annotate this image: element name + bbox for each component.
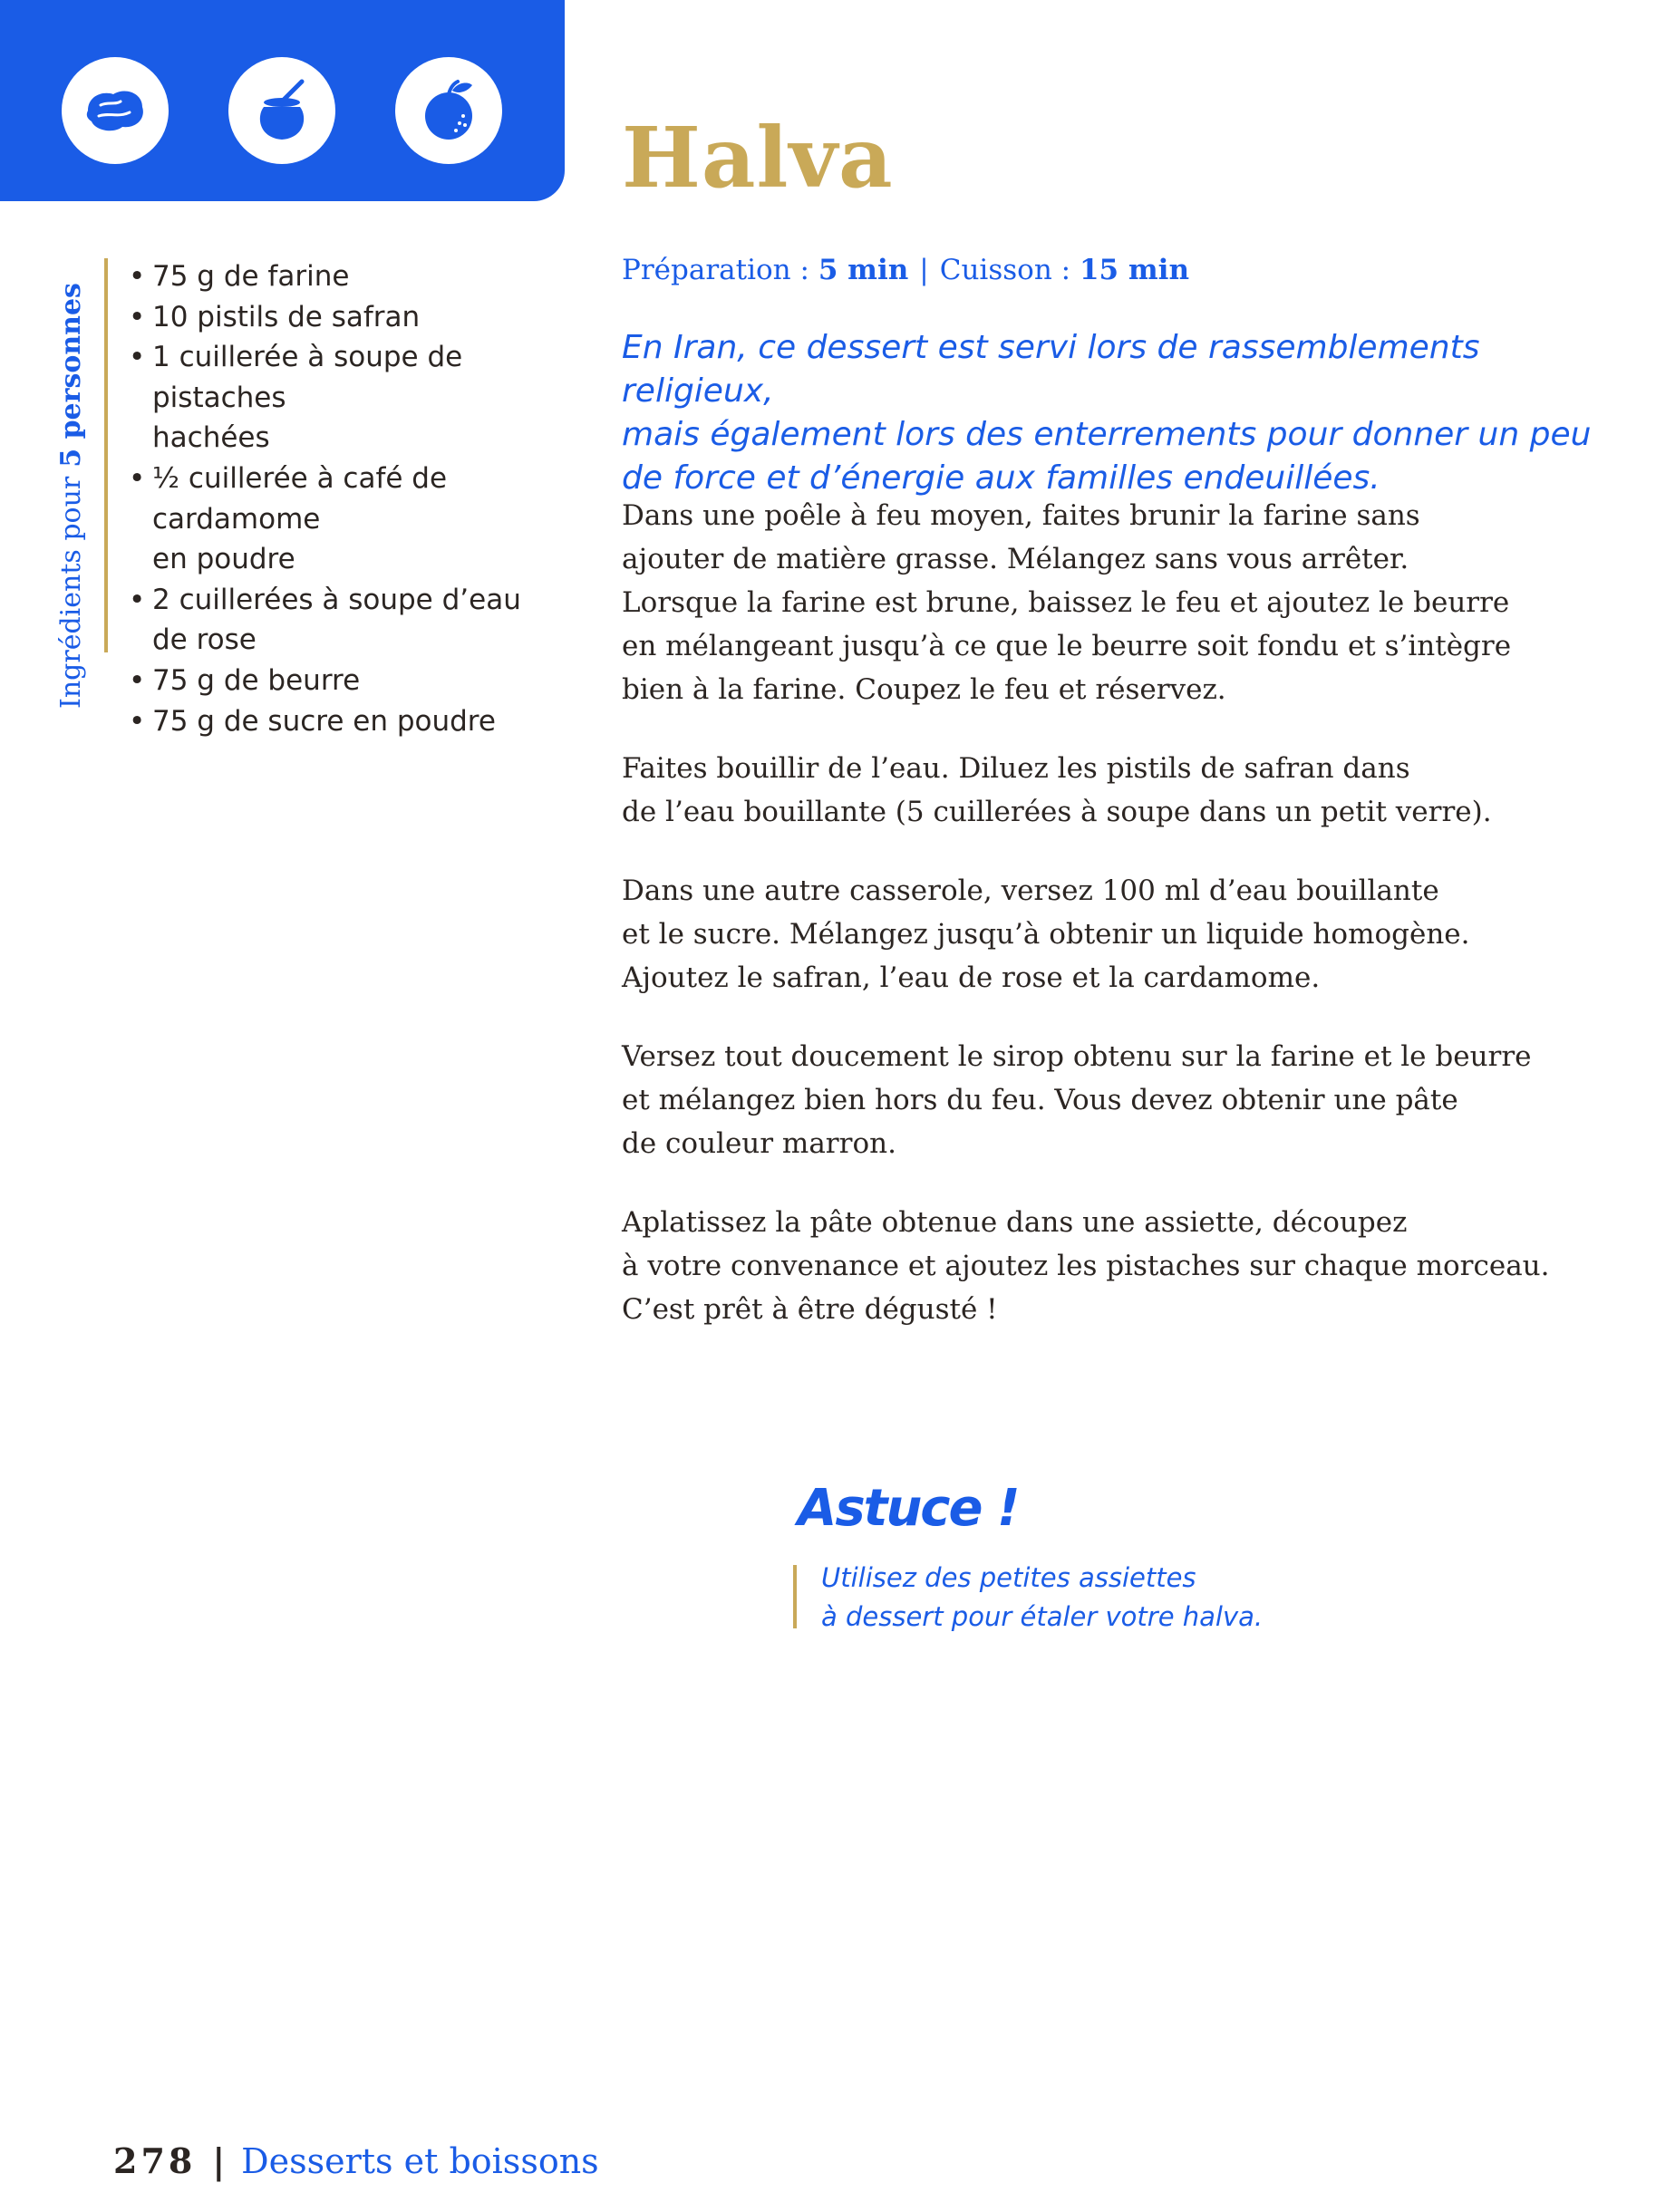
tip-line: Utilisez des petites assiettes	[821, 1562, 1196, 1593]
ingredients-divider	[104, 258, 108, 652]
step-paragraph	[622, 1035, 1637, 1165]
step-line: C’est prêt à être dégusté !	[622, 1293, 998, 1326]
ingredient-text: 75 g de sucre en poudre	[152, 704, 496, 738]
ingredient-item	[129, 337, 573, 459]
step-line: de l’eau bouillante (5 cuillerées à soupe dans un petit verre).	[622, 796, 1492, 828]
ingredient-text-cont: en poudre	[152, 543, 295, 576]
step-line: Aplatissez la pâte obtenue dans une assiette, découpez	[622, 1206, 1408, 1239]
cook-time: 15 min	[1079, 254, 1190, 286]
ingredients-heading	[50, 256, 92, 709]
tip-text	[821, 1559, 1456, 1637]
page-footer	[113, 2140, 599, 2181]
page-number: 278	[113, 2140, 197, 2181]
servings-count: 5 personnes	[54, 283, 87, 468]
step-line: en mélangeant jusqu’à ce que le beurre soit fondu et s’intègre	[622, 630, 1512, 662]
step-line: Versez tout doucement le sirop obtenu sur la farine et le beurre	[622, 1040, 1532, 1073]
honey-pot-icon	[246, 74, 318, 147]
step-line: ajouter de matière grasse. Mélangez sans vous arrêter.	[622, 543, 1409, 575]
tip-divider	[793, 1565, 797, 1628]
honey-pot-icon-badge	[228, 57, 335, 164]
ingredient-text: 2 cuillerées à soupe d’eau	[152, 583, 521, 616]
step-line: de couleur marron.	[622, 1127, 896, 1160]
footer-separator: |	[212, 2140, 226, 2181]
intro-line: En Iran, ce dessert est servi lors de rassemblements religieux,	[622, 329, 1480, 410]
timing-separator: |	[919, 254, 929, 286]
ingredient-item	[129, 459, 573, 580]
step-line: Lorsque la farine est brune, baissez le feu et ajoutez le beurre	[622, 586, 1510, 619]
ingredient-text: 10 pistils de safran	[152, 300, 421, 333]
tip-line: à dessert pour étaler votre halva.	[821, 1601, 1264, 1632]
step-paragraph	[622, 494, 1637, 711]
step-line: Faites bouillir de l’eau. Diluez les pistils de safran dans	[622, 752, 1410, 785]
dried-fruit-icon	[79, 74, 151, 147]
step-line: et mélangez bien hors du feu. Vous devez obtenir une pâte	[622, 1084, 1458, 1116]
ingredient-text-cont: de rose	[152, 623, 257, 657]
fruit-icon-badge	[395, 57, 502, 164]
step-paragraph	[622, 747, 1637, 834]
prep-time: 5 min	[818, 254, 909, 286]
step-line: Dans une autre casserole, versez 100 ml d’eau bouillante	[622, 874, 1439, 907]
recipe-steps	[622, 494, 1637, 1367]
step-line: et le sucre. Mélangez jusqu’à obtenir un liquide homogène.	[622, 918, 1470, 951]
intro-line: de force et d’énergie aux familles endeuillées.	[622, 459, 1380, 497]
ingredient-item	[129, 256, 573, 297]
step-line: bien à la farine. Coupez le feu et réservez.	[622, 673, 1226, 706]
recipe-intro	[622, 326, 1637, 500]
ingredient-list	[129, 256, 573, 741]
intro-line: mais également lors des enterrements pour donner un peu	[622, 416, 1592, 453]
timing-line	[622, 254, 1619, 286]
ingredient-text: 1 cuillerée à soupe de pistaches	[152, 341, 463, 414]
step-line: Dans une poêle à feu moyen, faites brunir la farine sans	[622, 499, 1420, 532]
ingredient-text: 75 g de beurre	[152, 663, 361, 697]
ingredient-item	[129, 580, 573, 661]
step-paragraph	[622, 869, 1637, 1000]
ingredient-item	[129, 661, 573, 701]
ingredient-item	[129, 297, 573, 338]
ingredient-item	[129, 701, 573, 742]
dried-fruit-icon-badge	[62, 57, 169, 164]
fruit-icon	[412, 74, 485, 147]
step-line: Ajoutez le safran, l’eau de rose et la cardamome.	[622, 961, 1321, 994]
ingredient-text: ½ cuillerée à café de cardamome	[152, 461, 448, 536]
category-icon-banner	[0, 0, 565, 201]
prep-label: Préparation :	[622, 254, 809, 286]
tip-title: Astuce !	[798, 1479, 1019, 1538]
cook-label: Cuisson :	[939, 254, 1071, 286]
ingredient-text-cont: hachées	[152, 421, 270, 455]
ingredients-heading-prefix: Ingrédients pour	[54, 476, 87, 709]
section-name: Desserts et boissons	[241, 2141, 599, 2181]
step-paragraph	[622, 1201, 1637, 1331]
step-line: à votre convenance et ajoutez les pistaches sur chaque morceau.	[622, 1250, 1550, 1282]
ingredient-text: 75 g de farine	[152, 260, 350, 293]
recipe-title: Halva	[622, 109, 894, 207]
